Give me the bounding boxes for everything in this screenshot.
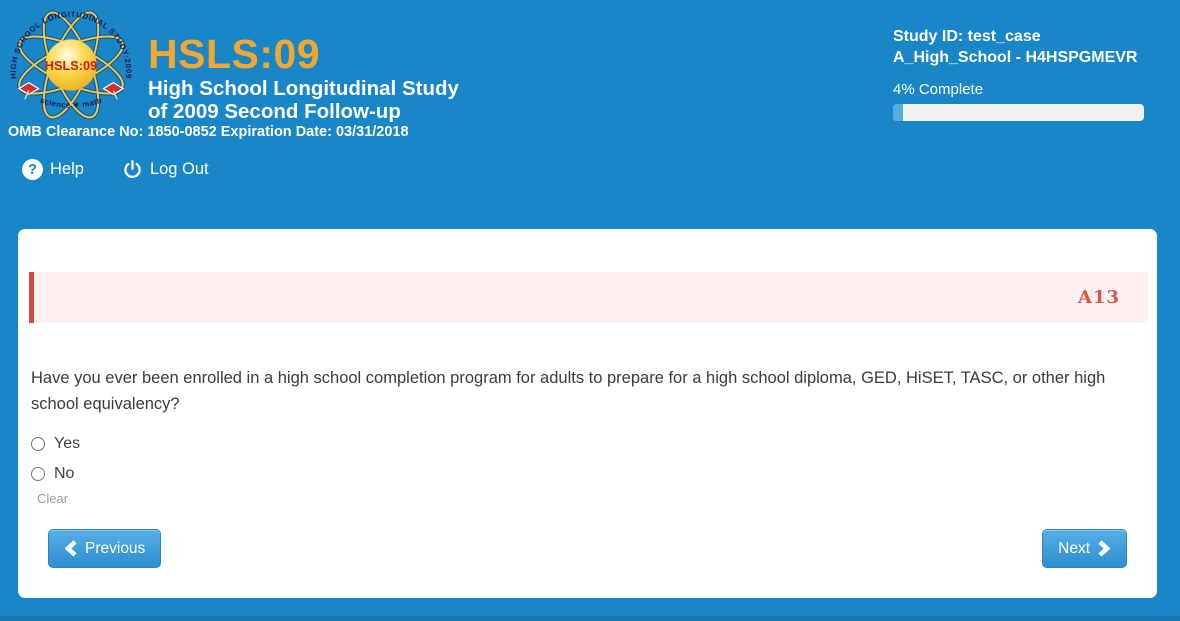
next-label: Next [1058, 539, 1090, 557]
header-title-block [148, 33, 459, 123]
clear-link[interactable]: Clear [37, 491, 69, 506]
previous-label: Previous [85, 539, 146, 557]
progress-label: 4% Complete [893, 81, 984, 98]
module-id: A_High_School - H4HSPGMEVR [893, 49, 1138, 66]
help-button[interactable] [22, 159, 84, 180]
question-card [18, 229, 1157, 598]
app-subtitle-line1: High School Longitudinal Study [148, 77, 459, 100]
omb-clearance: OMB Clearance No: 1850-0852 Expiration Date: 03/31/2018 [8, 124, 409, 140]
question-accent-bar [29, 272, 34, 323]
radio-yes[interactable] [31, 437, 45, 451]
header-nav [22, 159, 209, 180]
logout-label: Log Out [149, 160, 209, 178]
previous-button[interactable] [48, 529, 161, 568]
option-label-no: No [54, 465, 75, 482]
help-icon: ? [22, 159, 43, 180]
question-text: Have you ever been enrolled in a high school completion program for adults to prepare for a high school diploma, GED, HiSET, TASC, or other high school equivalency? [31, 369, 1106, 413]
logout-button[interactable] [122, 159, 209, 180]
hsls-logo-graphic [8, 4, 136, 122]
logo-bottom-text: science ✶ math [38, 95, 104, 110]
radio-no[interactable] [31, 467, 45, 481]
chevron-left-icon [64, 540, 78, 557]
app-subtitle [148, 77, 459, 123]
question-code: A13 [1077, 287, 1120, 308]
power-icon [122, 159, 143, 180]
progress-bar [893, 104, 1144, 121]
progress-fill [893, 104, 903, 121]
footer-strip [0, 616, 1180, 621]
option-row-yes[interactable] [31, 435, 80, 453]
app-subtitle-line2: of 2009 Second Follow-up [148, 100, 401, 123]
option-row-no[interactable] [31, 465, 74, 483]
hsls-logo [8, 4, 136, 124]
question-header-bar [29, 272, 1148, 323]
help-label: Help [50, 160, 84, 178]
option-label-yes: Yes [54, 435, 81, 452]
logo-center-text: HSLS:09 [44, 57, 98, 73]
study-id: Study ID: test_case [893, 28, 1041, 45]
logo-orbit-text: HIGH SCHOOL LONGITUDINAL STUDY:2009 [8, 9, 134, 80]
next-button[interactable] [1042, 529, 1127, 568]
svg-text:science ✶ math [39, 96, 103, 110]
study-info-block [893, 26, 1159, 121]
app-title: HSLS:09 [148, 31, 321, 77]
chevron-right-icon [1097, 540, 1111, 557]
